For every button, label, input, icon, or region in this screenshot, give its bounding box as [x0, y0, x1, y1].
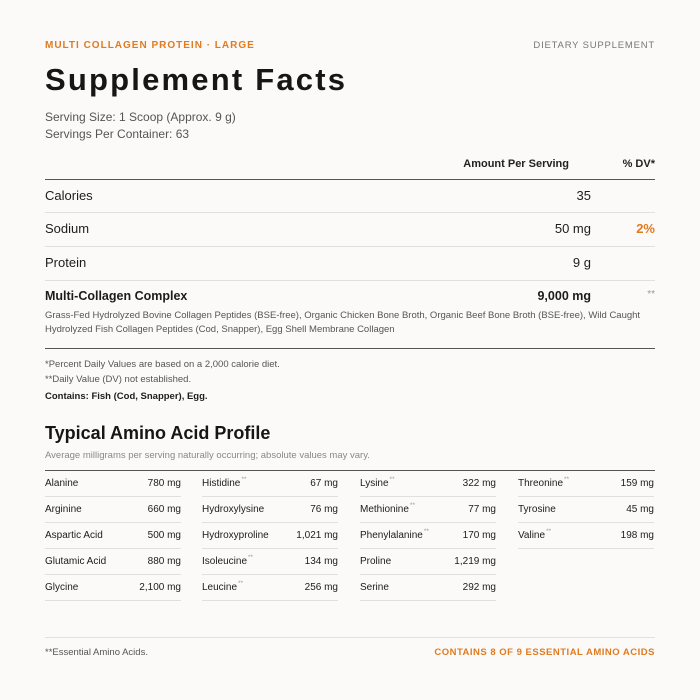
amino-value: 292 mg: [462, 582, 496, 593]
amino-value: 880 mg: [147, 556, 181, 567]
amino-name-text: Serine: [360, 582, 389, 593]
amino-row: [518, 523, 654, 549]
amino-row: [202, 549, 338, 575]
amino-value: 67 mg: [310, 478, 338, 489]
amino-section-title: Typical Amino Acid Profile: [45, 423, 271, 443]
amino-acid-table: [45, 470, 655, 600]
essential-marker: **: [409, 502, 415, 509]
allergen-statement: Contains: Fish (Cod, Snapper), Egg.: [45, 391, 208, 402]
header-divider: [45, 179, 655, 180]
amino-row: [202, 497, 338, 523]
amino-row: [360, 497, 496, 523]
nutrient-dv: 2%: [636, 221, 655, 236]
section-divider: [45, 348, 655, 349]
amino-value: 660 mg: [147, 504, 181, 515]
amino-name-text: Arginine: [45, 504, 82, 515]
dv-footnote: *Percent Daily Values are based on a 2,000 calorie diet.: [45, 359, 280, 370]
row-divider: [45, 212, 655, 213]
amino-name-text: Leucine: [202, 582, 238, 593]
amino-name: [360, 582, 389, 593]
amino-name: [360, 530, 429, 541]
amino-value: 1,219 mg: [454, 556, 496, 567]
amino-name: [518, 530, 551, 541]
amino-name: [518, 478, 569, 489]
amino-value: 198 mg: [620, 530, 654, 541]
amino-name-text: Hydroxylysine: [202, 504, 265, 515]
amino-name: [45, 582, 78, 593]
dv-not-established-footnote: **Daily Value (DV) not established.: [45, 374, 192, 385]
serving-size: Serving Size: 1 Scoop (Approx. 9 g): [45, 110, 236, 124]
nutrient-amount: 9 g: [572, 255, 591, 270]
amino-name: [45, 530, 103, 541]
complex-amount: 9,000 mg: [537, 289, 591, 303]
amino-column: [518, 471, 654, 549]
nutrient-label: Calories: [45, 188, 93, 203]
page-title: Supplement Facts: [45, 62, 348, 97]
essential-marker: **: [564, 476, 570, 483]
amino-value: 45 mg: [626, 504, 654, 515]
amino-value: 256 mg: [304, 582, 338, 593]
essential-marker: **: [546, 528, 552, 535]
amino-value: 76 mg: [310, 504, 338, 515]
amino-name-text: Glycine: [45, 582, 79, 593]
nutrient-row-sodium: [45, 221, 655, 241]
essential-count-tag: CONTAINS 8 OF 9 ESSENTIAL AMINO ACIDS: [434, 647, 655, 658]
essential-marker: **: [423, 528, 429, 535]
amino-name-text: Hydroxyproline: [202, 530, 269, 541]
row-divider: [45, 280, 655, 281]
amino-row: [45, 471, 181, 497]
amino-name-text: Isoleucine: [202, 556, 248, 567]
amino-value: 159 mg: [620, 478, 654, 489]
amino-row: [518, 471, 654, 497]
complex-ingredients: Grass-Fed Hydrolyzed Bovine Collagen Peptides (BSE-free), Organic Chicken Bone Broth, Organic Beef Bone Broth (BSE-free), Wild Caught Hydrolyzed Fish Collagen Peptides (Cod, Snapper), Egg Shell Membrane Collagen: [45, 310, 641, 335]
nutrient-label: Protein: [45, 255, 87, 270]
amino-name: [45, 478, 78, 489]
amino-name: [202, 582, 243, 593]
amino-name: [202, 504, 264, 515]
top-bar: [45, 40, 655, 54]
amount-column-header: Amount Per Serving: [463, 158, 569, 170]
amino-section-subtitle: Average milligrams per serving naturally occurring; absolute values may vary.: [45, 450, 370, 461]
complex-label: Multi-Collagen Complex: [45, 289, 188, 303]
amino-name: [518, 504, 556, 515]
amino-name: [360, 504, 415, 515]
supplement-facts-panel: [45, 0, 655, 700]
amino-name: [45, 556, 106, 567]
amino-name: [360, 556, 391, 567]
amino-row: [202, 523, 338, 549]
essential-marker: **: [248, 554, 254, 561]
essential-footnote: **Essential Amino Acids.: [45, 647, 148, 658]
amino-value: 322 mg: [462, 478, 496, 489]
amino-row: [360, 575, 496, 601]
amino-name-text: Methionine: [360, 504, 409, 515]
amino-row: [45, 523, 181, 549]
amino-name: [202, 530, 269, 541]
essential-marker: **: [238, 580, 244, 587]
complex-dv: **: [647, 289, 655, 300]
amino-name: [202, 478, 246, 489]
amino-row: [518, 497, 654, 523]
amino-row: [360, 549, 496, 575]
amino-name-text: Lysine: [360, 478, 389, 489]
amino-name-text: Proline: [360, 556, 392, 567]
amino-name-text: Alanine: [45, 478, 79, 489]
nutrient-row-calories: [45, 188, 655, 208]
amino-column: [202, 471, 338, 601]
nutrient-label: Sodium: [45, 221, 90, 236]
amino-name-text: Threonine: [518, 478, 564, 489]
nutrient-amount: 35: [576, 188, 591, 203]
category-tag: DIETARY SUPPLEMENT: [533, 40, 655, 51]
amino-row: [45, 549, 181, 575]
amino-name-text: Histidine: [202, 478, 241, 489]
row-divider: [45, 246, 655, 247]
amino-name: [202, 556, 253, 567]
amino-name: [360, 478, 395, 489]
nutrient-amount: 50 mg: [554, 221, 591, 236]
amino-name-text: Valine: [518, 530, 546, 541]
amino-name-text: Glutamic Acid: [45, 556, 107, 567]
essential-marker: **: [389, 476, 395, 483]
amino-name-text: Aspartic Acid: [45, 530, 103, 541]
amino-value: 780 mg: [147, 478, 181, 489]
amino-column: [45, 471, 181, 601]
amino-value: 500 mg: [147, 530, 181, 541]
amino-value: 2,100 mg: [139, 582, 181, 593]
amino-value: 1,021 mg: [296, 530, 338, 541]
amino-row: [202, 471, 338, 497]
amino-row: [45, 497, 181, 523]
amino-value: 77 mg: [468, 504, 496, 515]
amino-name-text: Tyrosine: [518, 504, 556, 515]
nutrient-row-protein: [45, 255, 655, 275]
amino-row: [202, 575, 338, 601]
amino-row: [360, 523, 496, 549]
product-eyebrow: MULTI COLLAGEN PROTEIN · LARGE: [45, 40, 255, 51]
dv-column-header: % DV*: [622, 158, 655, 170]
amino-name: [45, 504, 82, 515]
amino-value: 134 mg: [304, 556, 338, 567]
amino-column: [360, 471, 496, 601]
amino-row: [45, 575, 181, 601]
bottom-divider: [45, 637, 655, 638]
nutrient-row-collagen-complex: [45, 289, 655, 309]
amino-name-text: Phenylalanine: [360, 530, 423, 541]
servings-per-container: Servings Per Container: 63: [45, 127, 190, 141]
amino-value: 170 mg: [462, 530, 496, 541]
amino-row: [360, 471, 496, 497]
essential-marker: **: [241, 476, 247, 483]
